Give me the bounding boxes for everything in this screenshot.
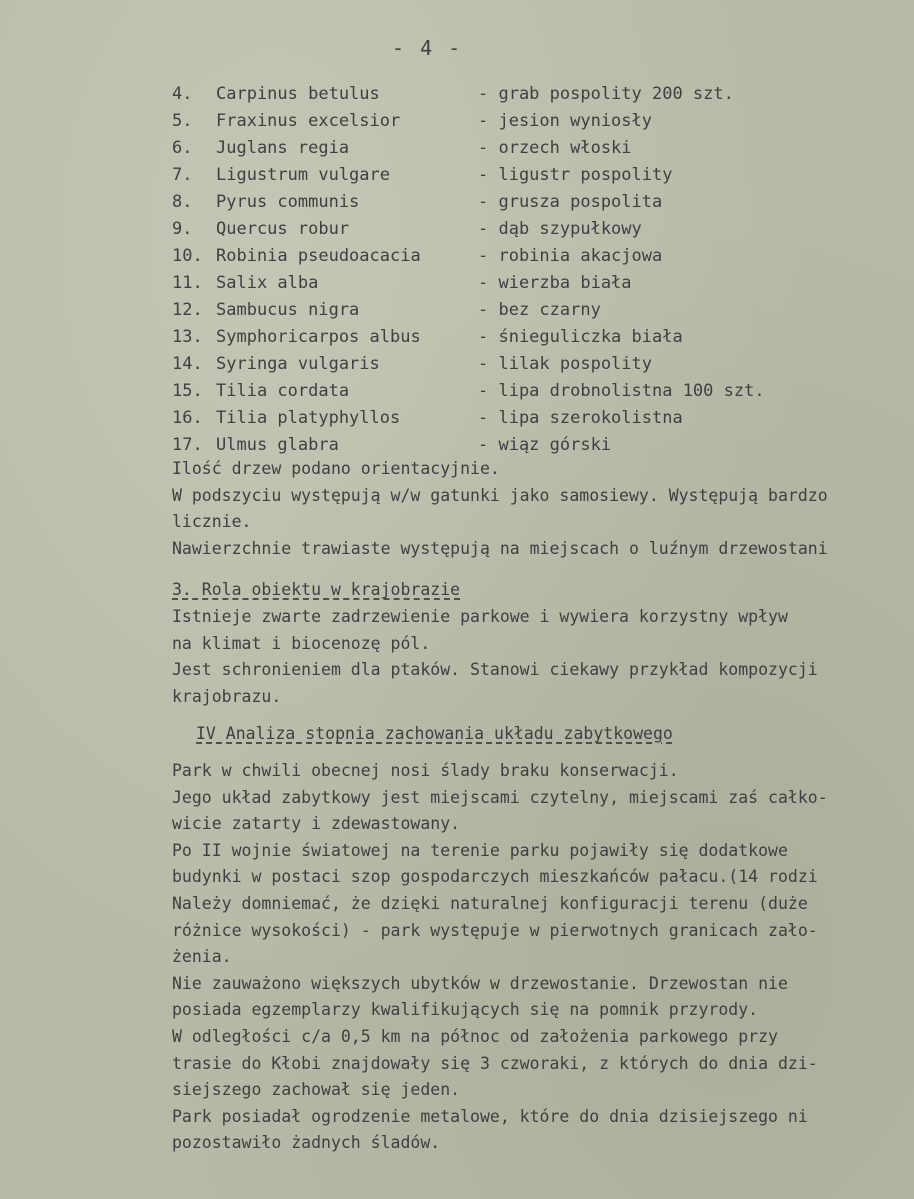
latin-name: Syringa vulgaris: [216, 354, 380, 374]
section-4-heading: IV Analiza stopnia zachowania układu zabytkowego: [196, 724, 673, 743]
polish-name: - bez czarny: [478, 300, 601, 320]
text-line: wicie zatarty i zdewastowany.: [172, 814, 461, 834]
text-line: W podszyciu występują w/w gatunki jako samosiewy. Występują bardzo: [172, 485, 828, 505]
polish-name: - lipa drobnolistna 100 szt.: [478, 381, 765, 401]
text-line: Istnieje zwarte zadrzewienie parkowe i wywiera korzystny wpływ: [172, 607, 788, 626]
text-line: siejszego zachował się jeden.: [172, 1080, 461, 1100]
text-line: trasie do Kłobi znajdowały się 3 czworaki, z których do dnia dzi-: [172, 1053, 818, 1073]
latin-name: Tilia platyphyllos: [216, 408, 401, 428]
text-line: na klimat i biocenozę pól.: [172, 633, 431, 653]
item-number: 14.: [172, 354, 203, 374]
item-number: 12.: [172, 300, 203, 320]
latin-name: Salix alba: [216, 273, 319, 293]
latin-name: Fraxinus excelsior: [216, 111, 401, 131]
text-line: W odległości c/a 0,5 km na północ od założenia parkowego przy: [172, 1026, 778, 1046]
latin-name: Quercus robur: [216, 219, 350, 239]
item-number: 11.: [172, 273, 203, 293]
text-line: Nawierzchnie trawiaste występują na miejscach o luźnym drzewostani: [172, 538, 828, 558]
item-number: 7.: [172, 165, 193, 185]
item-number: 5.: [172, 111, 193, 131]
latin-name: Tilia cordata: [216, 381, 350, 401]
polish-name: - wierzba biała: [478, 273, 632, 293]
polish-name: - lipa szerokolistna: [478, 408, 683, 428]
text-line: Park w chwili obecnej nosi ślady braku konserwacji.: [172, 761, 679, 780]
latin-name: Sambucus nigra: [216, 300, 360, 320]
text-line: licznie.: [172, 512, 252, 532]
item-number: 9.: [172, 219, 193, 239]
item-number: 4.: [172, 84, 193, 104]
text-line: Jego układ zabytkowy jest miejscami czytelny, miejscami zaś całko-: [172, 787, 828, 807]
text-line: Należy domniemać, że dzięki naturalnej konfiguracji terenu (duże: [172, 893, 808, 913]
latin-name: Juglans regia: [216, 138, 350, 158]
latin-name: Ulmus glabra: [216, 435, 339, 455]
polish-name: - wiąz górski: [478, 435, 612, 455]
item-number: 13.: [172, 327, 203, 347]
latin-name: Pyrus communis: [216, 192, 360, 212]
item-number: 6.: [172, 138, 193, 158]
text-line: Jest schronieniem dla ptaków. Stanowi ciekawy przykład kompozycji: [172, 660, 818, 680]
text-line: Nie zauważono większych ubytków w drzewostanie. Drzewostan nie: [172, 973, 788, 993]
item-number: 17.: [172, 435, 203, 455]
polish-name: - ligustr pospolity: [478, 165, 673, 185]
text-line: różnice wysokości) - park występuje w pierwotnych granicach zało-: [172, 920, 818, 940]
section-4-paragraph: [172, 758, 897, 1157]
text-line: posiada egzemplarzy kwalifikujących się na pomnik przyrody.: [172, 1000, 759, 1020]
latin-name: Symphoricarpos albus: [216, 327, 421, 347]
latin-name: Ligustrum vulgare: [216, 165, 390, 185]
page-number: - 4 -: [392, 36, 463, 60]
polish-name: - grab pospolity 200 szt.: [478, 84, 734, 104]
polish-name: - śnieguliczka biała: [478, 327, 683, 347]
item-number: 8.: [172, 192, 193, 212]
text-line: żenia.: [172, 947, 232, 967]
polish-name: - lilak pospolity: [478, 354, 652, 374]
text-line: krajobrazu.: [172, 686, 282, 706]
text-line: pozostawiło żadnych śladów.: [172, 1133, 441, 1153]
polish-name: - grusza pospolita: [478, 192, 663, 212]
section-3-paragraph: [172, 604, 897, 710]
text-line: Park posiadał ogrodzenie metalowe, które do dnia dzisiejszego ni: [172, 1106, 808, 1126]
text-line: Po II wojnie światowej na terenie parku pojawiły się dodatkowe: [172, 840, 788, 860]
polish-name: - dąb szypułkowy: [478, 219, 642, 239]
section-3-heading: 3. Rola obiektu w krajobrazie: [172, 580, 461, 599]
item-number: 10.: [172, 246, 203, 266]
text-line: Ilość drzew podano orientacyjnie.: [172, 459, 500, 478]
notes-paragraph: [172, 456, 897, 562]
latin-name: Carpinus betulus: [216, 84, 380, 104]
polish-name: - orzech włoski: [478, 138, 632, 158]
polish-name: - jesion wyniosły: [478, 111, 652, 131]
latin-name: Robinia pseudoacacia: [216, 246, 421, 266]
item-number: 16.: [172, 408, 203, 428]
polish-name: - robinia akacjowa: [478, 246, 663, 266]
text-line: budynki w postaci szop gospodarczych mieszkańców pałacu.(14 rodzi: [172, 867, 818, 887]
item-number: 15.: [172, 381, 203, 401]
